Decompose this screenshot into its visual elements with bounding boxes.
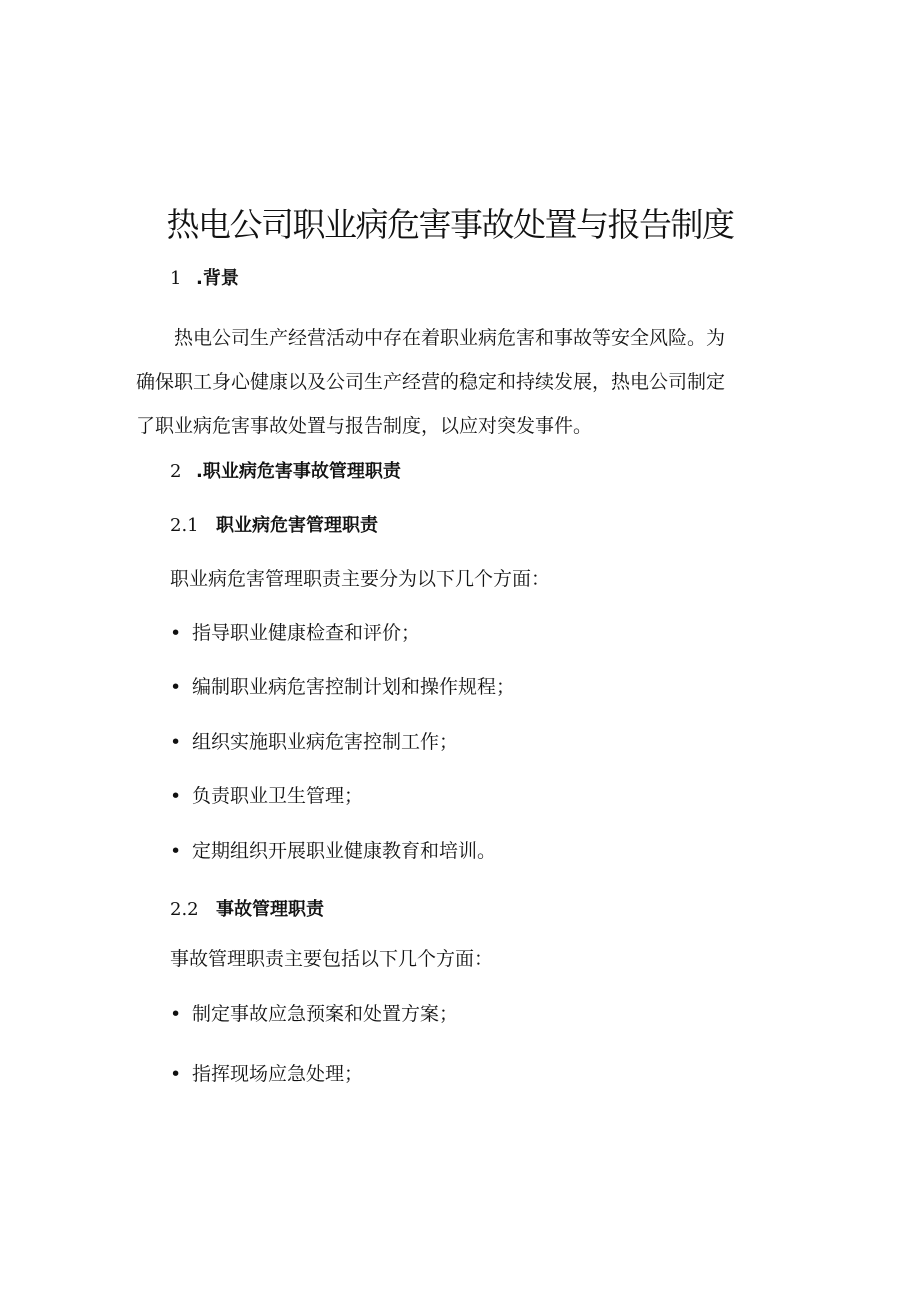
paragraph-line: 了职业病危害事故处置与报告制度，以应对突发事件。: [136, 415, 593, 437]
bullet-icon: •: [170, 1003, 182, 1025]
list-item-text: 组织实施职业病危害控制工作；: [192, 731, 459, 753]
list-item-text: 制定事故应急预案和处置方案；: [192, 1003, 459, 1025]
list-item-text: 定期组织开展职业健康教育和培训。: [192, 840, 497, 862]
list-item-text: 指导职业健康检查和评价；: [192, 622, 421, 644]
section-2-number: 2: [170, 461, 182, 482]
list-item-text: 指挥现场应急处理；: [192, 1063, 364, 1085]
bullet-icon: •: [170, 1063, 182, 1085]
subsection-2-2-heading: [170, 897, 324, 923]
list-item-text: 编制职业病危害控制计划和操作规程；: [192, 676, 516, 698]
list-item: [170, 1061, 363, 1087]
subsection-2-2-number: 2.2: [170, 899, 199, 920]
subsection-2-1-number: 2.1: [170, 515, 199, 536]
subsection-2-2-intro: 事故管理职责主要包括以下几个方面：: [170, 948, 494, 970]
section-1-paragraph: [136, 316, 776, 448]
list-item: [170, 1001, 458, 1027]
list-item: [170, 783, 363, 809]
subsection-2-1-intro: 职业病危害管理职责主要分为以下几个方面：: [170, 568, 551, 590]
bullet-icon: •: [170, 840, 182, 862]
bullet-icon: •: [170, 676, 182, 698]
list-item: [170, 674, 515, 700]
section-1-heading: [170, 266, 239, 292]
bullet-icon: •: [170, 731, 182, 753]
section-1-title: .背景: [196, 268, 239, 289]
paragraph-line: 确保职工身心健康以及公司生产经营的稳定和持续发展，热电公司制定: [136, 371, 726, 393]
paragraph-line: 热电公司生产经营活动中存在着职业病危害和事故等安全风险。为: [174, 327, 726, 349]
section-1-number: 1: [170, 268, 182, 289]
subsection-2-2-title: 事故管理职责: [216, 899, 324, 920]
bullet-icon: •: [170, 785, 182, 807]
list-item: [170, 620, 420, 646]
list-item: [170, 838, 496, 864]
list-item: [170, 729, 458, 755]
subsection-2-1-heading: [170, 513, 378, 539]
list-item-text: 负责职业卫生管理；: [192, 785, 364, 807]
section-2-heading: [170, 459, 401, 485]
bullet-icon: •: [170, 622, 182, 644]
document-title: 热电公司职业病危害事故处置与报告制度: [166, 205, 734, 244]
section-2-title: .职业病危害事故管理职责: [196, 461, 401, 482]
subsection-2-1-title: 职业病危害管理职责: [216, 515, 378, 536]
